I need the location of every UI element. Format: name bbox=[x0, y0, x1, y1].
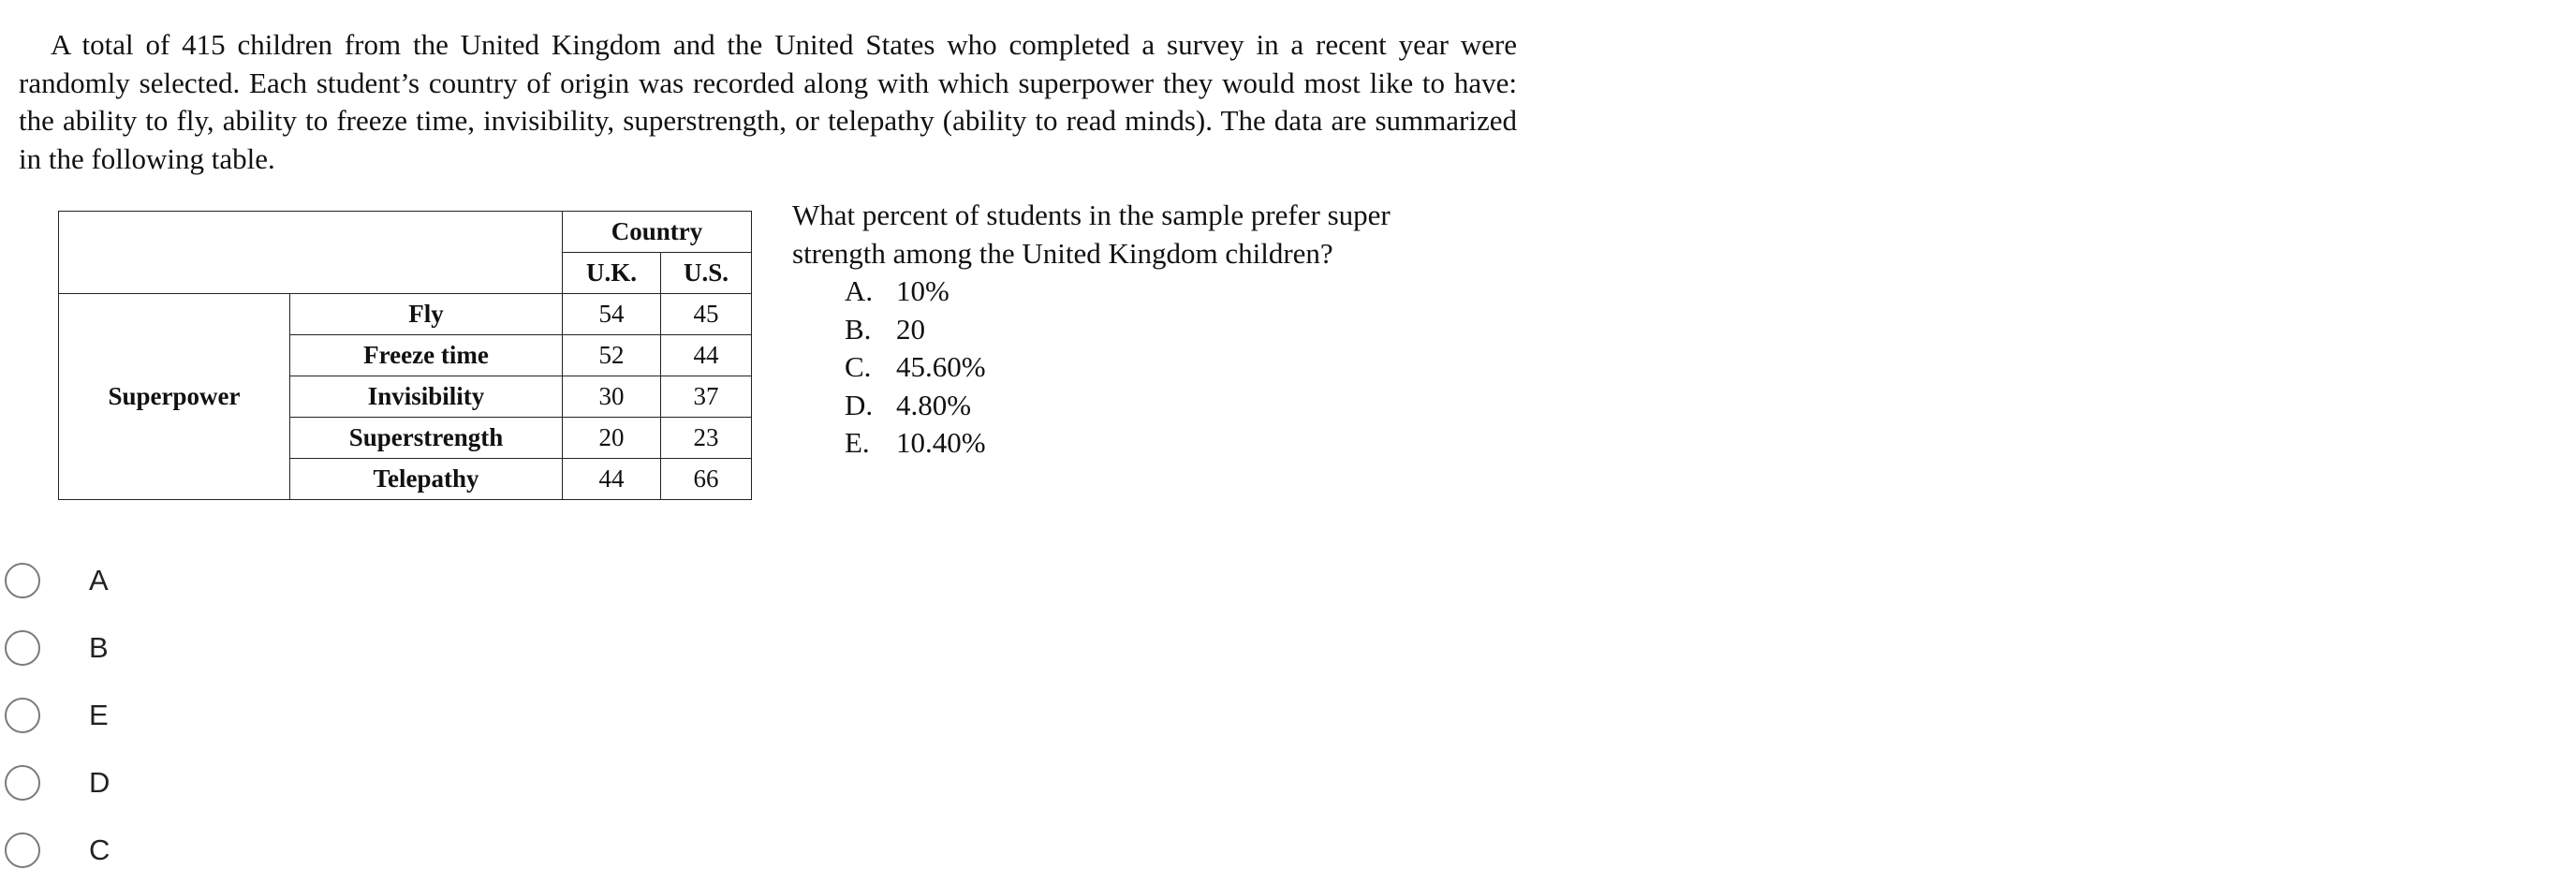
answer-choice-d[interactable] bbox=[5, 749, 110, 817]
row-label: Superstrength bbox=[290, 418, 563, 459]
cell-uk: 20 bbox=[563, 418, 661, 459]
cell-us: 37 bbox=[661, 376, 752, 418]
radio-button[interactable] bbox=[5, 832, 40, 868]
row-label: Invisibility bbox=[290, 376, 563, 418]
option-text: 10.40% bbox=[896, 426, 986, 459]
table-header-row bbox=[59, 212, 752, 253]
superpower-table bbox=[58, 211, 752, 500]
option-text: 4.80% bbox=[896, 388, 972, 421]
answer-choice-label[interactable]: D bbox=[89, 766, 110, 799]
radio-button[interactable] bbox=[5, 698, 40, 733]
country-header: Country bbox=[563, 212, 752, 253]
option-item bbox=[845, 387, 1466, 425]
option-letter: A. bbox=[845, 274, 874, 307]
cell-uk: 30 bbox=[563, 376, 661, 418]
answer-choice-label[interactable]: C bbox=[89, 833, 110, 866]
answer-choice-b[interactable] bbox=[5, 614, 110, 682]
radio-button[interactable] bbox=[5, 630, 40, 666]
option-letter: D. bbox=[845, 388, 874, 421]
column-header-us: U.S. bbox=[661, 253, 752, 294]
cell-uk: 54 bbox=[563, 294, 661, 335]
option-item bbox=[845, 424, 1466, 463]
option-item bbox=[845, 273, 1466, 311]
question-passage: A total of 415 children from the United Kingdom and the United States who completed a survey in a recent year were randomly selected. Each student’s country of origin was recorded along with which superpower they would most like to have: the ability to fly, ability to freeze time, invisibility, superstrength, or telepathy (ability to read minds). The data are summarized in the following table. bbox=[19, 28, 1517, 175]
question-text: What percent of students in the sample prefer super strength among the United Kingdom children? bbox=[792, 199, 1391, 270]
answer-choices bbox=[5, 547, 110, 884]
option-item bbox=[845, 348, 1466, 387]
row-group-header: Superpower bbox=[59, 294, 290, 500]
answer-choice-c[interactable] bbox=[5, 817, 110, 884]
option-item bbox=[845, 311, 1466, 349]
answer-choice-label[interactable]: A bbox=[89, 564, 109, 597]
option-text: 10% bbox=[896, 274, 949, 307]
radio-button[interactable] bbox=[5, 563, 40, 598]
option-text: 20 bbox=[896, 312, 925, 346]
answer-choice-label[interactable]: B bbox=[89, 631, 109, 664]
cell-us: 45 bbox=[661, 294, 752, 335]
row-label: Telepathy bbox=[290, 459, 563, 500]
answer-choice-e[interactable] bbox=[5, 682, 110, 749]
row-label: Fly bbox=[290, 294, 563, 335]
option-list bbox=[845, 273, 1466, 463]
answer-choice-label[interactable]: E bbox=[89, 699, 109, 731]
cell-uk: 52 bbox=[563, 335, 661, 376]
option-letter: B. bbox=[845, 312, 872, 346]
cell-uk: 44 bbox=[563, 459, 661, 500]
question-block bbox=[792, 197, 1466, 463]
option-text: 45.60% bbox=[896, 350, 986, 383]
cell-us: 66 bbox=[661, 459, 752, 500]
cell-us: 23 bbox=[661, 418, 752, 459]
table-corner-cell bbox=[59, 212, 563, 294]
row-label: Freeze time bbox=[290, 335, 563, 376]
option-letter: E. bbox=[845, 426, 870, 459]
table-row bbox=[59, 294, 752, 335]
column-header-uk: U.K. bbox=[563, 253, 661, 294]
cell-us: 44 bbox=[661, 335, 752, 376]
radio-button[interactable] bbox=[5, 765, 40, 801]
answer-choice-a[interactable] bbox=[5, 547, 110, 614]
option-letter: C. bbox=[845, 350, 872, 383]
